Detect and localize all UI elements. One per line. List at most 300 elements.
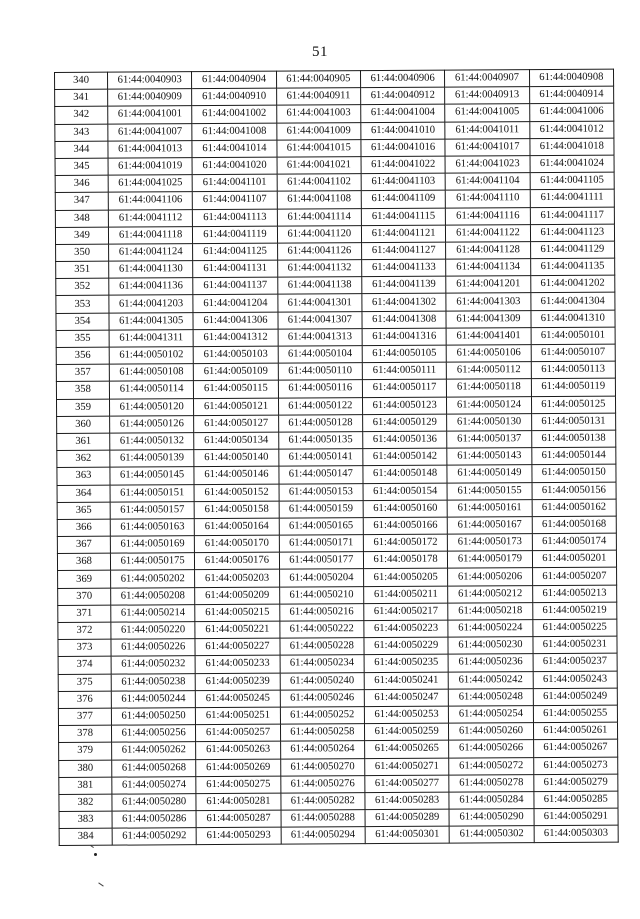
cadastral-number-cell: 61:44:0041135 [530,258,614,276]
cadastral-number-cell: 61:44:0050229 [364,637,448,655]
cadastral-number-cell: 61:44:0041122 [446,224,530,242]
cadastral-number-cell: 61:44:0050267 [533,739,617,757]
row-number-cell: 382 [59,794,112,812]
cadastral-number-cell: 61:44:0050281 [196,793,280,811]
cadastral-number-cell: 61:44:0040908 [529,69,613,87]
cadastral-number-cell: 61:44:0050210 [279,586,363,604]
cadastral-number-cell: 61:44:0050224 [448,620,532,638]
cadastral-number-cell: 61:44:0050274 [112,776,196,794]
cadastral-number-cell: 61:44:0050239 [196,673,280,691]
cadastral-number-cell: 61:44:0050120 [109,398,193,416]
cadastral-number-cell: 61:44:0050251 [196,707,280,725]
cadastral-number-cell: 61:44:0050172 [363,534,447,552]
cadastral-number-cell: 61:44:0050163 [110,519,194,537]
row-number-cell: 355 [56,330,109,348]
row-number-cell: 361 [57,433,110,451]
cadastral-number-cell: 61:44:0050211 [364,586,448,604]
cadastral-number-cell: 61:44:0050291 [534,808,618,826]
row-number-cell: 357 [56,364,109,382]
cadastral-number-cell: 61:44:0050128 [278,414,362,432]
cadastral-number-cell: 61:44:0050168 [532,516,616,534]
cadastral-number-cell: 61:44:0050127 [194,415,278,433]
cadastral-number-cell: 61:44:0040903 [108,72,192,90]
row-number-cell: 354 [56,313,109,331]
cadastral-number-cell: 61:44:0050115 [194,381,278,399]
row-number-cell: 345 [55,158,108,176]
cadastral-number-cell: 61:44:0050268 [112,759,196,777]
cadastral-number-cell: 61:44:0040914 [529,86,613,104]
row-number-cell: 366 [57,519,110,537]
cadastral-number-cell: 61:44:0050146 [194,466,278,484]
cadastral-number-cell: 61:44:0041134 [446,259,530,277]
cadastral-number-cell: 61:44:0050238 [111,673,195,691]
row-number-cell: 376 [58,691,111,709]
cadastral-number-cell: 61:44:0050135 [278,432,362,450]
cadastral-number-cell: 61:44:0041138 [277,277,361,295]
cadastral-number-cell: 61:44:0050111 [362,362,446,380]
cadastral-number-cell: 61:44:0050257 [196,724,280,742]
row-number-cell: 368 [57,553,110,571]
row-number-cell: 370 [58,588,111,606]
cadastral-number-cell: 61:44:0041114 [277,208,361,226]
cadastral-number-cell: 61:44:0041008 [192,123,276,141]
row-number-cell: 358 [56,382,109,400]
cadastral-number-cell: 61:44:0050118 [447,379,531,397]
cadastral-number-cell: 61:44:0050252 [280,707,364,725]
cadastral-number-cell: 61:44:0050147 [279,466,363,484]
row-number-cell: 377 [58,708,111,726]
cadastral-number-cell: 61:44:0050177 [279,552,363,570]
cadastral-number-cell: 61:44:0041023 [445,156,529,174]
cadastral-number-cell: 61:44:0040911 [276,88,360,106]
cadastral-number-cell: 61:44:0050150 [532,464,616,482]
cadastral-number-cell: 61:44:0041113 [193,209,277,227]
cadastral-number-cell: 61:44:0050123 [362,397,446,415]
cadastral-number-cell: 61:44:0041303 [446,293,530,311]
cadastral-number-cell: 61:44:0041120 [277,225,361,243]
row-number-cell: 360 [57,416,110,434]
cadastral-number-cell: 61:44:0041108 [277,191,361,209]
cadastral-number-cell: 61:44:0050244 [111,690,195,708]
cadastral-number-cell: 61:44:0050153 [279,483,363,501]
cadastral-number-cell: 61:44:0040905 [276,71,360,89]
cadastral-number-cell: 61:44:0041005 [445,104,529,122]
cadastral-number-cell: 61:44:0050290 [449,809,533,827]
cadastral-number-cell: 61:44:0041101 [192,174,276,192]
cadastral-number-cell: 61:44:0050140 [194,449,278,467]
cadastral-number-cell: 61:44:0050121 [194,398,278,416]
cadastral-number-cell: 61:44:0041308 [362,311,446,329]
cadastral-number-cell: 61:44:0050218 [448,602,532,620]
cadastral-number-cell: 61:44:0041125 [193,243,277,261]
cadastral-number-cell: 61:44:0050273 [533,757,617,775]
cadastral-number-cell: 61:44:0050261 [533,722,617,740]
cadastral-number-cell: 61:44:0041011 [445,121,529,139]
cadastral-number-cell: 61:44:0050284 [449,791,533,809]
cadastral-number-cell: 61:44:0041016 [361,139,445,157]
cadastral-number-cell: 61:44:0050159 [279,500,363,518]
cadastral-number-cell: 61:44:0050156 [532,482,616,500]
cadastral-number-cell: 61:44:0050114 [109,381,193,399]
cadastral-number-cell: 61:44:0041137 [193,277,277,295]
cadastral-number-cell: 61:44:0041129 [530,241,614,259]
cadastral-number-cell: 61:44:0050220 [111,622,195,640]
cadastral-number-cell: 61:44:0050124 [447,396,531,414]
cadastral-number-cell: 61:44:0041017 [445,138,529,156]
cadastral-number-cell: 61:44:0041010 [361,122,445,140]
row-number-cell: 363 [57,467,110,485]
row-number-cell: 373 [58,639,111,657]
cadastral-number-cell: 61:44:0050263 [196,741,280,759]
cadastral-number-cell: 61:44:0050258 [280,724,364,742]
cadastral-number-cell: 61:44:0050259 [364,723,448,741]
cadastral-number-cell: 61:44:0050214 [111,604,195,622]
cadastral-number-cell: 61:44:0050208 [111,587,195,605]
cadastral-number-cell: 61:44:0050249 [533,688,617,706]
cadastral-number-cell: 61:44:0050116 [278,380,362,398]
scan-speck [94,853,97,856]
cadastral-number-cell: 61:44:0050103 [194,346,278,364]
row-number-cell: 343 [55,124,108,142]
row-number-cell: 356 [56,347,109,365]
cadastral-number-cell: 61:44:0041019 [108,158,192,176]
cadastral-number-cell: 61:44:0050104 [278,346,362,364]
cadastral-number-cell: 61:44:0040910 [192,88,276,106]
cadastral-number-cell: 61:44:0050105 [362,345,446,363]
cadastral-number-cell: 61:44:0041202 [530,275,614,293]
cadastral-number-cell: 61:44:0050219 [532,602,616,620]
cadastral-number-cell: 61:44:0050166 [363,517,447,535]
cadastral-number-cell: 61:44:0050170 [195,535,279,553]
cadastral-number-cell: 61:44:0050137 [447,431,531,449]
cadastral-number-cell: 61:44:0041309 [446,310,530,328]
cadastral-number-cell: 61:44:0041105 [530,172,614,190]
scan-mark [98,882,103,886]
cadastral-number-cell: 61:44:0050264 [280,741,364,759]
row-number-cell: 371 [58,605,111,623]
cadastral-number-cell: 61:44:0050109 [194,363,278,381]
cadastral-number-cell: 61:44:0050167 [448,516,532,534]
cadastral-number-cell: 61:44:0041018 [530,138,614,156]
cadastral-number-cell: 61:44:0050262 [112,742,196,760]
cadastral-number-cell: 61:44:0041305 [109,312,193,330]
cadastral-number-cell: 61:44:0050176 [195,552,279,570]
cadastral-number-cell: 61:44:0041311 [109,329,193,347]
cadastral-number-cell: 61:44:0050142 [363,448,447,466]
cadastral-number-cell: 61:44:0050157 [110,501,194,519]
cadastral-number-cell: 61:44:0050225 [532,619,616,637]
cadastral-number-cell: 61:44:0041116 [446,207,530,225]
cadastral-number-cell: 61:44:0050107 [531,344,615,362]
row-number-cell: 380 [59,760,112,778]
cadastral-number-cell: 61:44:0041201 [446,276,530,294]
row-number-cell: 375 [58,674,111,692]
cadastral-number-cell: 61:44:0050173 [448,534,532,552]
cadastral-number-cell: 61:44:0050266 [449,740,533,758]
cadastral-number-cell: 61:44:0041123 [530,224,614,242]
cadastral-number-cell: 61:44:0041115 [361,208,445,226]
cadastral-number-cell: 61:44:0050279 [533,774,617,792]
cadastral-number-cell: 61:44:0050243 [533,671,617,689]
cadastral-number-cell: 61:44:0050271 [365,758,449,776]
cadastral-number-cell: 61:44:0041110 [446,190,530,208]
cadastral-number-cell: 61:44:0050110 [278,363,362,381]
cadastral-number-cell: 61:44:0041301 [278,294,362,312]
cadastral-number-cell: 61:44:0050164 [195,518,279,536]
cadastral-number-cell: 61:44:0041306 [193,312,277,330]
cadastral-number-cell: 61:44:0041024 [530,155,614,173]
cadastral-number-cell: 61:44:0050154 [363,483,447,501]
cadastral-number-cell: 61:44:0050216 [279,603,363,621]
cadastral-number-cell: 61:44:0041013 [108,140,192,158]
cadastral-number-cell: 61:44:0041132 [277,260,361,278]
cadastral-number-cell: 61:44:0041103 [361,173,445,191]
cadastral-number-cell: 61:44:0050205 [364,569,448,587]
cadastral-number-cell: 61:44:0050277 [365,775,449,793]
cadastral-number-cell: 61:44:0050151 [110,484,194,502]
cadastral-table [54,69,619,847]
cadastral-number-cell: 61:44:0041117 [530,207,614,225]
cadastral-number-cell: 61:44:0041204 [193,295,277,313]
cadastral-number-cell: 61:44:0050152 [194,484,278,502]
cadastral-number-cell: 61:44:0041130 [109,261,193,279]
row-number-cell: 340 [55,72,108,90]
cadastral-number-cell: 61:44:0050131 [531,413,615,431]
cadastral-number-cell: 61:44:0041106 [108,192,192,210]
cadastral-number-cell: 61:44:0050178 [363,551,447,569]
cadastral-number-cell: 61:44:0041112 [108,209,192,227]
cadastral-number-cell: 61:44:0050201 [532,550,616,568]
cadastral-number-cell: 61:44:0041102 [277,174,361,192]
row-number-cell: 374 [58,657,111,675]
cadastral-number-cell: 61:44:0050112 [447,362,531,380]
cadastral-number-cell: 61:44:0050303 [534,825,618,843]
cadastral-number-cell: 61:44:0050144 [531,447,615,465]
cadastral-number-cell: 61:44:0041009 [276,122,360,140]
cadastral-number-cell: 61:44:0041002 [192,106,276,124]
cadastral-number-cell: 61:44:0050136 [363,431,447,449]
cadastral-number-cell: 61:44:0050141 [278,449,362,467]
cadastral-number-cell: 61:44:0050232 [111,656,195,674]
cadastral-number-cell: 61:44:0050148 [363,465,447,483]
cadastral-number-cell: 61:44:0040909 [108,89,192,107]
row-number-cell: 384 [59,828,112,846]
cadastral-number-cell: 61:44:0050221 [195,621,279,639]
cadastral-number-cell: 61:44:0050209 [195,587,279,605]
cadastral-number-cell: 61:44:0050292 [112,828,196,846]
cadastral-number-cell: 61:44:0050175 [110,553,194,571]
cadastral-number-cell: 61:44:0050117 [362,379,446,397]
cadastral-number-cell: 61:44:0050250 [111,708,195,726]
cadastral-number-cell: 61:44:0041128 [446,241,530,259]
cadastral-number-cell: 61:44:0041401 [446,327,530,345]
cadastral-number-cell: 61:44:0050240 [280,672,364,690]
cadastral-number-cell: 61:44:0050226 [111,639,195,657]
cadastral-number-cell: 61:44:0050160 [363,500,447,518]
cadastral-number-cell: 61:44:0050278 [449,774,533,792]
row-number-cell: 342 [55,107,108,125]
row-number-cell: 365 [57,502,110,520]
cadastral-number-cell: 61:44:0050260 [449,723,533,741]
cadastral-number-cell: 61:44:0050288 [281,810,365,828]
cadastral-number-cell: 61:44:0050202 [111,570,195,588]
cadastral-number-cell: 61:44:0050270 [280,758,364,776]
cadastral-number-cell: 61:44:0050149 [447,465,531,483]
cadastral-number-cell: 61:44:0050254 [449,706,533,724]
cadastral-number-cell: 61:44:0050101 [531,327,615,345]
cadastral-number-cell: 61:44:0050169 [110,536,194,554]
cadastral-table-body [55,69,619,846]
cadastral-number-cell: 61:44:0050236 [448,654,532,672]
cadastral-number-cell: 61:44:0050171 [279,535,363,553]
cadastral-number-cell: 61:44:0050113 [531,361,615,379]
cadastral-number-cell: 61:44:0041104 [445,173,529,191]
cadastral-number-cell: 61:44:0050161 [447,499,531,517]
cadastral-number-cell: 61:44:0041014 [192,140,276,158]
cadastral-number-cell: 61:44:0041006 [529,103,613,121]
cadastral-number-cell: 61:44:0050301 [365,826,449,844]
cadastral-number-cell: 61:44:0040913 [445,87,529,105]
cadastral-number-cell: 61:44:0050132 [110,433,194,451]
cadastral-number-cell: 61:44:0041003 [276,105,360,123]
cadastral-number-cell: 61:44:0050212 [448,585,532,603]
row-number-cell: 349 [55,227,108,245]
cadastral-number-cell: 61:44:0050241 [364,672,448,690]
cadastral-number-cell: 61:44:0041025 [108,175,192,193]
cadastral-number-cell: 61:44:0050245 [196,690,280,708]
cadastral-number-cell: 61:44:0050230 [448,637,532,655]
cadastral-number-cell: 61:44:0050143 [447,448,531,466]
cadastral-number-cell: 61:44:0050269 [196,759,280,777]
cadastral-number-cell: 61:44:0050207 [532,568,616,586]
cadastral-number-cell: 61:44:0050287 [196,810,280,828]
cadastral-number-cell: 61:44:0050237 [533,653,617,671]
cadastral-number-cell: 61:44:0050302 [449,826,533,844]
cadastral-number-cell: 61:44:0050119 [531,378,615,396]
cadastral-number-cell: 61:44:0050203 [195,570,279,588]
cadastral-number-cell: 61:44:0050222 [280,621,364,639]
cadastral-number-cell: 61:44:0040907 [445,70,529,88]
cadastral-number-cell: 61:44:0041302 [362,294,446,312]
cadastral-number-cell: 61:44:0041127 [362,242,446,260]
cadastral-number-cell: 61:44:0041022 [361,156,445,174]
row-number-cell: 369 [58,571,111,589]
cadastral-number-cell: 61:44:0041015 [277,139,361,157]
cadastral-number-cell: 61:44:0050165 [279,517,363,535]
cadastral-number-cell: 61:44:0040904 [192,71,276,89]
cadastral-number-cell: 61:44:0050126 [110,415,194,433]
cadastral-number-cell: 61:44:0050272 [449,757,533,775]
cadastral-number-cell: 61:44:0041203 [109,295,193,313]
cadastral-number-cell: 61:44:0041313 [278,328,362,346]
cadastral-number-cell: 61:44:0050139 [110,450,194,468]
cadastral-number-cell: 61:44:0050294 [281,827,365,845]
row-number-cell: 341 [55,89,108,107]
cadastral-number-cell: 61:44:0041121 [361,225,445,243]
cadastral-number-cell: 61:44:0050286 [112,811,196,829]
cadastral-number-cell: 61:44:0041107 [193,191,277,209]
cadastral-number-cell: 61:44:0050155 [447,482,531,500]
cadastral-number-cell: 61:44:0041316 [362,328,446,346]
row-number-cell: 347 [55,192,108,210]
cadastral-number-cell: 61:44:0050215 [195,604,279,622]
row-number-cell: 344 [55,141,108,159]
cadastral-number-cell: 61:44:0050265 [365,740,449,758]
cadastral-number-cell: 61:44:0050247 [364,689,448,707]
cadastral-number-cell: 61:44:0041310 [531,310,615,328]
cadastral-number-cell: 61:44:0050280 [112,794,196,812]
cadastral-number-cell: 61:44:0041012 [529,121,613,139]
cadastral-number-cell: 61:44:0041007 [108,123,192,141]
cadastral-number-cell: 61:44:0041004 [361,104,445,122]
cadastral-number-cell: 61:44:0041304 [530,293,614,311]
cadastral-number-cell: 61:44:0050125 [531,396,615,414]
cadastral-number-cell: 61:44:0050130 [447,413,531,431]
cadastral-number-cell: 61:44:0041021 [277,157,361,175]
cadastral-number-cell: 61:44:0050276 [280,775,364,793]
cadastral-number-cell: 61:44:0050134 [194,432,278,450]
cadastral-number-cell: 61:44:0050233 [195,656,279,674]
cadastral-number-cell: 61:44:0040912 [361,87,445,105]
cadastral-number-cell: 61:44:0050162 [532,499,616,517]
cadastral-number-cell: 61:44:0050227 [195,638,279,656]
cadastral-number-cell: 61:44:0050138 [531,430,615,448]
cadastral-number-cell: 61:44:0050206 [448,568,532,586]
row-number-cell: 350 [56,244,109,262]
cadastral-number-cell: 61:44:0050106 [446,345,530,363]
page-number: 51 [312,44,328,60]
cadastral-number-cell: 61:44:0050231 [533,636,617,654]
row-number-cell: 362 [57,450,110,468]
cadastral-number-cell: 61:44:0050242 [448,671,532,689]
cadastral-number-cell: 61:44:0050102 [109,347,193,365]
row-number-cell: 381 [59,777,112,795]
cadastral-number-cell: 61:44:0050174 [532,533,616,551]
cadastral-number-cell: 61:44:0050285 [534,791,618,809]
row-number-cell: 353 [56,296,109,314]
cadastral-number-cell: 61:44:0041307 [278,311,362,329]
cadastral-number-cell: 61:44:0041111 [530,189,614,207]
cadastral-number-cell: 61:44:0050289 [365,809,449,827]
cadastral-number-cell: 61:44:0041139 [362,276,446,294]
row-number-cell: 346 [55,175,108,193]
cadastral-number-cell: 61:44:0050129 [363,414,447,432]
cadastral-number-cell: 61:44:0041119 [193,226,277,244]
cadastral-number-cell: 61:44:0050256 [111,725,195,743]
cadastral-number-cell: 61:44:0050234 [280,655,364,673]
cadastral-number-cell: 61:44:0050248 [449,688,533,706]
cadastral-number-cell: 61:44:0050204 [279,569,363,587]
row-number-cell: 352 [56,278,109,296]
row-number-cell: 348 [55,210,108,228]
cadastral-number-cell: 61:44:0050235 [364,654,448,672]
cadastral-number-cell: 61:44:0050108 [109,364,193,382]
cadastral-number-cell: 61:44:0050223 [364,620,448,638]
cadastral-number-cell: 61:44:0041124 [109,244,193,262]
row-number-cell: 372 [58,622,111,640]
cadastral-number-cell: 61:44:0050179 [448,551,532,569]
row-number-cell: 378 [58,725,111,743]
cadastral-number-cell: 61:44:0041312 [193,329,277,347]
cadastral-number-cell: 61:44:0050217 [364,603,448,621]
cadastral-number-cell: 61:44:0050246 [280,689,364,707]
cadastral-number-cell: 61:44:0041133 [362,259,446,277]
cadastral-number-cell: 61:44:0050122 [278,397,362,415]
cadastral-number-cell: 61:44:0041131 [193,260,277,278]
row-number-cell: 367 [57,536,110,554]
cadastral-number-cell: 61:44:0041020 [192,157,276,175]
cadastral-number-cell: 61:44:0050145 [110,467,194,485]
